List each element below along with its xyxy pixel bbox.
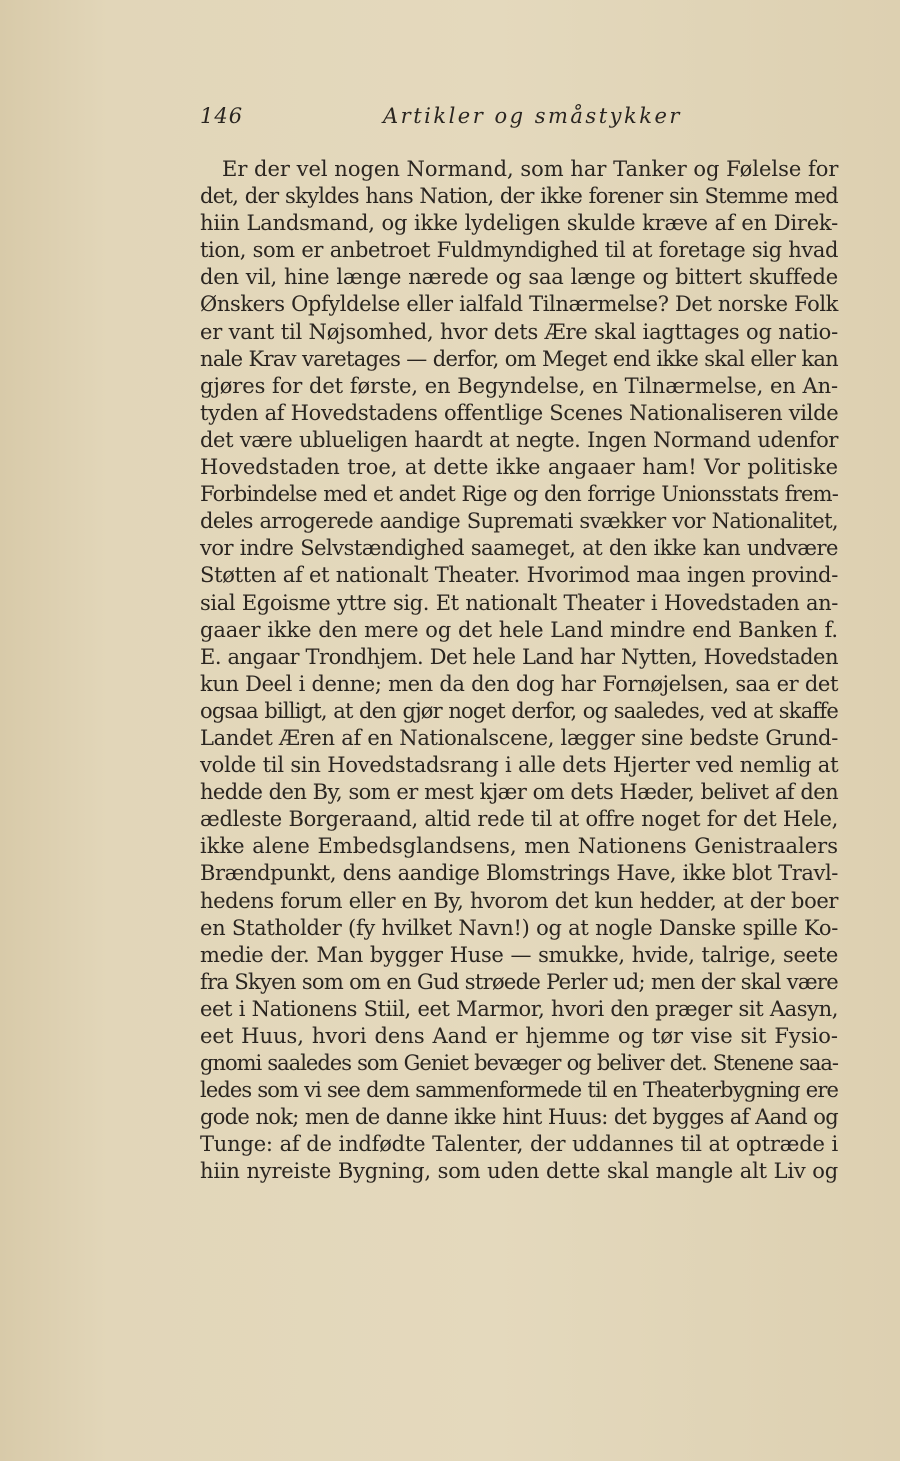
text-line: volde til sin Hovedstadsrang i alle dets Hjerter ved nemlig at [200, 753, 839, 778]
text-line: medie der. Man bygger Huse — smukke, hvide, talrige, seete [200, 942, 838, 967]
page-header [200, 104, 840, 134]
body-text [200, 156, 838, 1186]
text-line: gjøres for det første, en Begyndelse, en Tilnærmelse, en An- [200, 373, 838, 398]
text-line: Brændpunkt, dens aandige Blomstrings Have, ikke blot Travl- [200, 861, 838, 886]
text-line: ikke alene Embedsglandsens, men Nationens Genistraalers [200, 834, 838, 859]
text-line: ogsaa billigt, at den gjør noget derfor, og saaledes, ved at skaffe [200, 698, 838, 723]
text-line: deles arrogerede aandige Supremati svækker vor Nationalitet, [200, 509, 838, 534]
text-line: eet i Nationens Stiil, eet Marmor, hvori den præger sit Aasyn, [200, 996, 838, 1021]
text-line: det være ublueligen haardt at negte. Ingen Normand udenfor [200, 427, 838, 452]
text-line: sial Egoisme yttre sig. Et nationalt Theater i Hovedstaden an- [200, 590, 838, 615]
text-line: fra Skyen som om en Gud strøede Perler ud; men der skal være [200, 969, 838, 994]
text-line: gode nok; men de danne ikke hint Huus: det bygges af Aand og [200, 1105, 838, 1130]
text-line: hiin nyreiste Bygning, som uden dette skal mangle alt Liv og [200, 1159, 838, 1184]
text-line: nale Krav varetages — derfor, om Meget end ikke skal eller kan [200, 346, 838, 371]
text-line: det, der skyldes hans Nation, der ikke forener sin Stemme med [200, 184, 838, 209]
text-line: er vant til Nøjsomhed, hvor dets Ære skal iagttages og natio- [200, 319, 838, 344]
running-title: Artikler og småstykker [383, 104, 682, 128]
text-line: den vil, hine længe nærede og saa længe og bittert skuffede [200, 265, 838, 290]
text-line: Landet Æren af en Nationalscene, lægger sine bedste Grund- [200, 725, 838, 750]
text-line: hedde den By, som er mest kjær om dets Hæder, belivet af den [200, 780, 838, 805]
text-line: E. angaar Trondhjem. Det hele Land har Nytten, Hovedstaden [200, 644, 838, 669]
text-line: Hovedstaden troe, at dette ikke angaaer ham! Vor politiske [200, 455, 838, 480]
text-line: vor indre Selvstændighed saameget, at den ikke kan undvære [200, 536, 838, 561]
text-line: ædleste Borgeraand, altid rede til at offre noget for det Hele, [200, 807, 838, 832]
text-line: Ønskers Opfyldelse eller ialfald Tilnærmelse? Det norske Folk [200, 292, 838, 317]
text-line: kun Deel i denne; men da den dog har Fornøjelsen, saa er det [200, 671, 838, 696]
text-line: hedens forum eller en By, hvorom det kun hedder, at der boer [200, 888, 838, 913]
text-line: Tunge: af de indfødte Talenter, der uddannes til at optræde i [200, 1132, 838, 1157]
text-line: eet Huus, hvori dens Aand er hjemme og tør vise sit Fysio- [200, 1024, 838, 1048]
text-line: tion, som er anbetroet Fuldmyndighed til at foretage sig hvad [200, 238, 838, 263]
text-line: Støtten af et nationalt Theater. Hvorimod maa ingen provind- [200, 563, 838, 588]
text-line: hiin Landsmand, og ikke lydeligen skulde kræve af en Direk- [200, 211, 838, 236]
text-line: gnomi saaledes som Geniet bevæger og beliver det. Stenene saa- [200, 1051, 838, 1076]
text-line: Forbindelse med et andet Rige og den forrige Unionsstats frem- [200, 482, 838, 507]
text-line: gaaer ikke den mere og det hele Land mindre end Banken f. [200, 617, 838, 642]
page-number: 146 [200, 104, 244, 128]
text-line: tyden af Hovedstadens offentlige Scenes Nationaliseren vilde [200, 400, 839, 425]
text-line: en Statholder (fy hvilket Navn!) og at nogle Danske spille Ko- [200, 915, 838, 940]
text-line: Er der vel nogen Normand, som har Tanker og Følelse for [222, 157, 839, 181]
text-line: ledes som vi see dem sammenformede til en Theaterbygning ere [200, 1078, 838, 1103]
